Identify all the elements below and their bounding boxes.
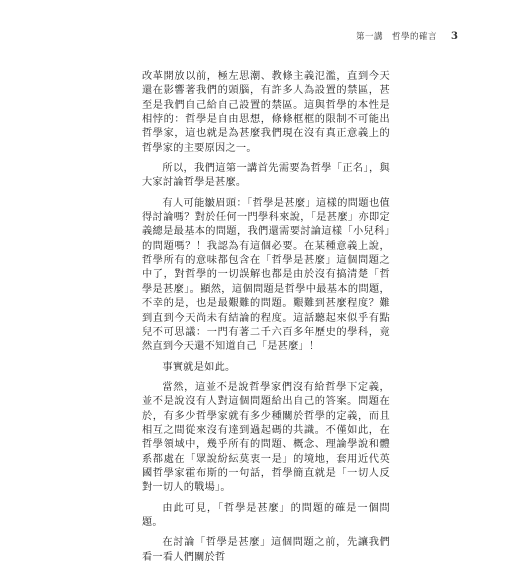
body-text [142, 70, 390, 571]
page-number: 3 [451, 31, 458, 42]
paragraph-1: 改革開放以前，極左思潮、教條主義氾濫，直到今天還在影響著我們的頭腦，有許多人為設置的禁區，甚至是我們自己給自己設置的禁區。這與哲學的本性是相悖的：哲學是自由思想，條條框框的限制不可能出哲學家，這也就是為甚麼我們現在沒有真正意義上的哲學家的主要原因之一。 [142, 71, 390, 154]
running-header [356, 30, 458, 42]
paragraph-3: 有人可能皺眉頭：「哲學是甚麼」這樣的問題也值得討論嗎？對於任何一門學科來說，「是甚麼」亦即定義總是最基本的問題，我們還需要討論這樣「小兒科」的問題嗎？！我認為有這個必要。在某種意義上說，哲學所有的意味都包含在「哲學是甚麼」這個問題之中了，對哲學的一切誤解也都是由於沒有搞清楚「哲學是甚麼」。顯然，這個問題是哲學中最基本的問題，不幸的是，也是最艱難的問題。艱難到甚麼程度？難到直到今天尚未有結論的程度。這話聽起來似乎有點兒不可思議：一門有著二千六百多年歷史的學科，竟然直到今天還不知道自己「是甚麼」！ [142, 197, 390, 353]
chapter-title: 第一講 哲學的確言 [356, 32, 438, 42]
paragraph-2: 所以，我們這第一講首先需要為哲學「正名」，與大家討論哲學是甚麼。 [142, 163, 390, 189]
paragraph-6: 由此可見，「哲學是甚麼」的問題的確是一個問題。 [142, 502, 390, 528]
paragraph-4: 事實就是如此。 [162, 361, 236, 373]
paragraph-7: 在討論「哲學是甚麼」這個問題之前，先讓我們看一看人們關於哲 [142, 537, 390, 563]
paragraph-5: 當然，這並不是說哲學家們沒有給哲學下定義，並不是說沒有人對這個問題給出自己的答案。問題在於，有多少哲學家就有多少種關於哲學的定義，而且相互之間從來沒有達到過起碼的共識。不僅如此，在哲學領域中，幾乎所有的問題、概念、理論學說和體系都處在「眾說紛紜莫衷一是」的境地，套用近代英國哲學家霍布斯的一句話，哲學簡直就是「一切人反對一切人的戰場」。 [142, 381, 390, 494]
